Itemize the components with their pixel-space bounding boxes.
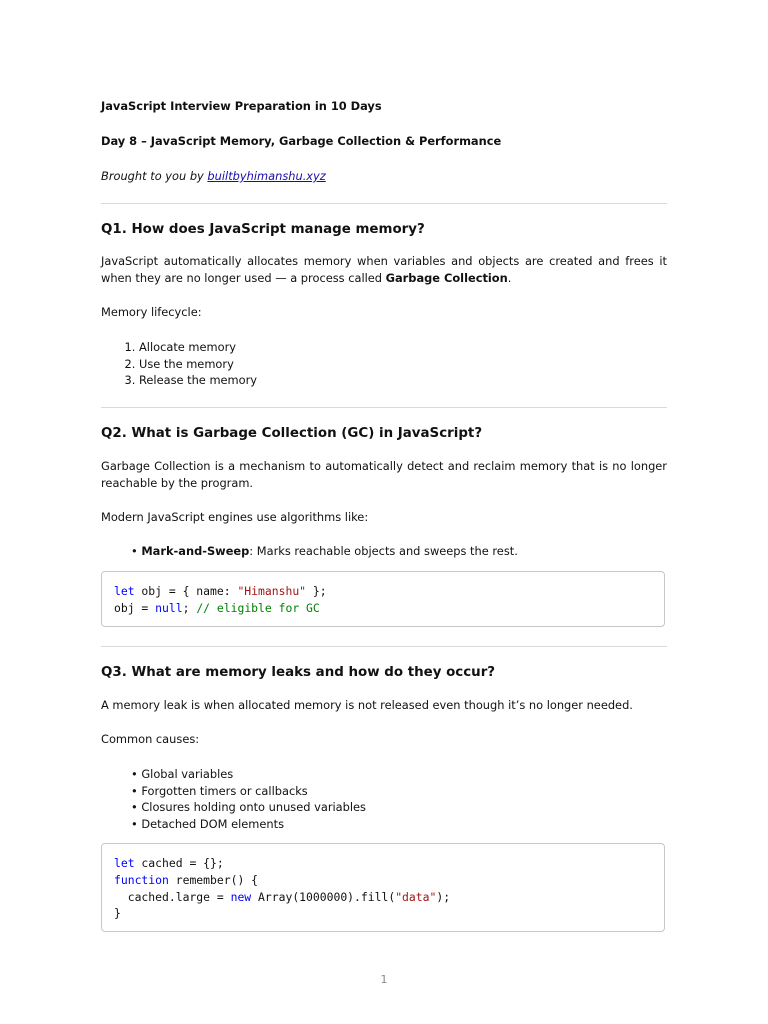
code-string: "data" [395,889,437,904]
code-text: obj = [114,600,156,615]
code-text: ; [182,600,197,615]
code-comment: // eligible for GC [196,600,320,615]
code-keyword: let [114,584,135,598]
code-line [114,889,652,906]
q2-algorithms-label: Modern JavaScript engines use algorithms like: [101,510,369,524]
code-block [101,843,665,932]
list-item-text: Forgotten timers or callbacks [141,783,308,798]
q3-causes-label: Common causes: [101,732,200,746]
q1-para-bold: Garbage Collection [385,270,508,285]
code-text: cached = {}; [134,856,224,870]
code-keyword: let [114,856,135,870]
q3-causes-list [131,766,366,832]
document-subtitle: Day 8 – JavaScript Memory, Garbage Collection & Performance [101,134,502,148]
q1-para-text: JavaScript automatically allocates memory when variables and objects are created and frees it when they are no longer used — a process called [101,254,667,285]
q1-paragraph [101,253,667,286]
divider [101,407,667,408]
q1-lifecycle-list [101,339,257,389]
code-text: }; [306,584,327,598]
code-keyword: null [155,600,183,615]
credit-line [101,168,326,185]
list-item: 2. Use the memory [139,356,257,373]
code-text: Array(1000000).fill( [251,889,396,904]
divider [101,646,667,647]
list-item: 1. Allocate memory [139,339,257,356]
list-item: • Global variables [131,767,234,781]
code-string: "Himanshu" [237,584,307,598]
code-block [101,571,665,627]
list-item: • Detached DOM elements [131,816,284,831]
page-number: 1 [380,973,388,986]
list-item-text: Global variables [141,767,234,781]
list-item: • Forgotten timers or callbacks [131,783,308,798]
code-keyword: function [114,872,169,887]
q3-heading: Q3. What are memory leaks and how do they occur? [101,665,496,680]
code-line [114,872,652,889]
code-line [114,583,652,600]
q1-heading: Q1. How does JavaScript manage memory? [101,222,425,237]
code-line [114,905,652,922]
q1-para-end: . [507,270,512,285]
code-line [114,600,652,617]
list-item-text: Closures holding onto unused variables [141,800,366,815]
code-text: } [114,906,121,921]
code-text: obj = { name: [134,584,238,598]
code-text: cached.large = [114,889,231,904]
q1-lifecycle-label: Memory lifecycle: [101,305,202,319]
list-item: • Closures holding onto unused variables [131,800,366,815]
credit-prefix: Brought to you by [101,169,208,183]
list-item-bold: Mark-and-Sweep [141,544,250,558]
q2-bullet-list [131,543,518,560]
q2-paragraph: Garbage Collection is a mechanism to automatically detect and reclaim memory that is no longer reachable by the program. [101,459,667,490]
code-keyword: new [230,889,252,904]
list-item: 3. Release the memory [139,372,257,389]
list-item: • Mark-and-Sweep: Marks reachable objects and sweeps the rest. [131,544,518,558]
divider [101,203,667,204]
q3-paragraph: A memory leak is when allocated memory is not released even though it’s no longer needed. [101,698,633,712]
code-text: ); [436,889,451,904]
list-item-text: : Marks reachable objects and sweeps the rest. [249,544,518,558]
code-line [114,855,652,872]
credit-link[interactable]: builtbyhimanshu.xyz [207,169,326,183]
code-text: remember() { [168,872,259,887]
q2-heading: Q2. What is Garbage Collection (GC) in JavaScript? [101,426,483,441]
document-title: JavaScript Interview Preparation in 10 Days [101,99,382,113]
list-item-text: Detached DOM elements [141,816,284,831]
